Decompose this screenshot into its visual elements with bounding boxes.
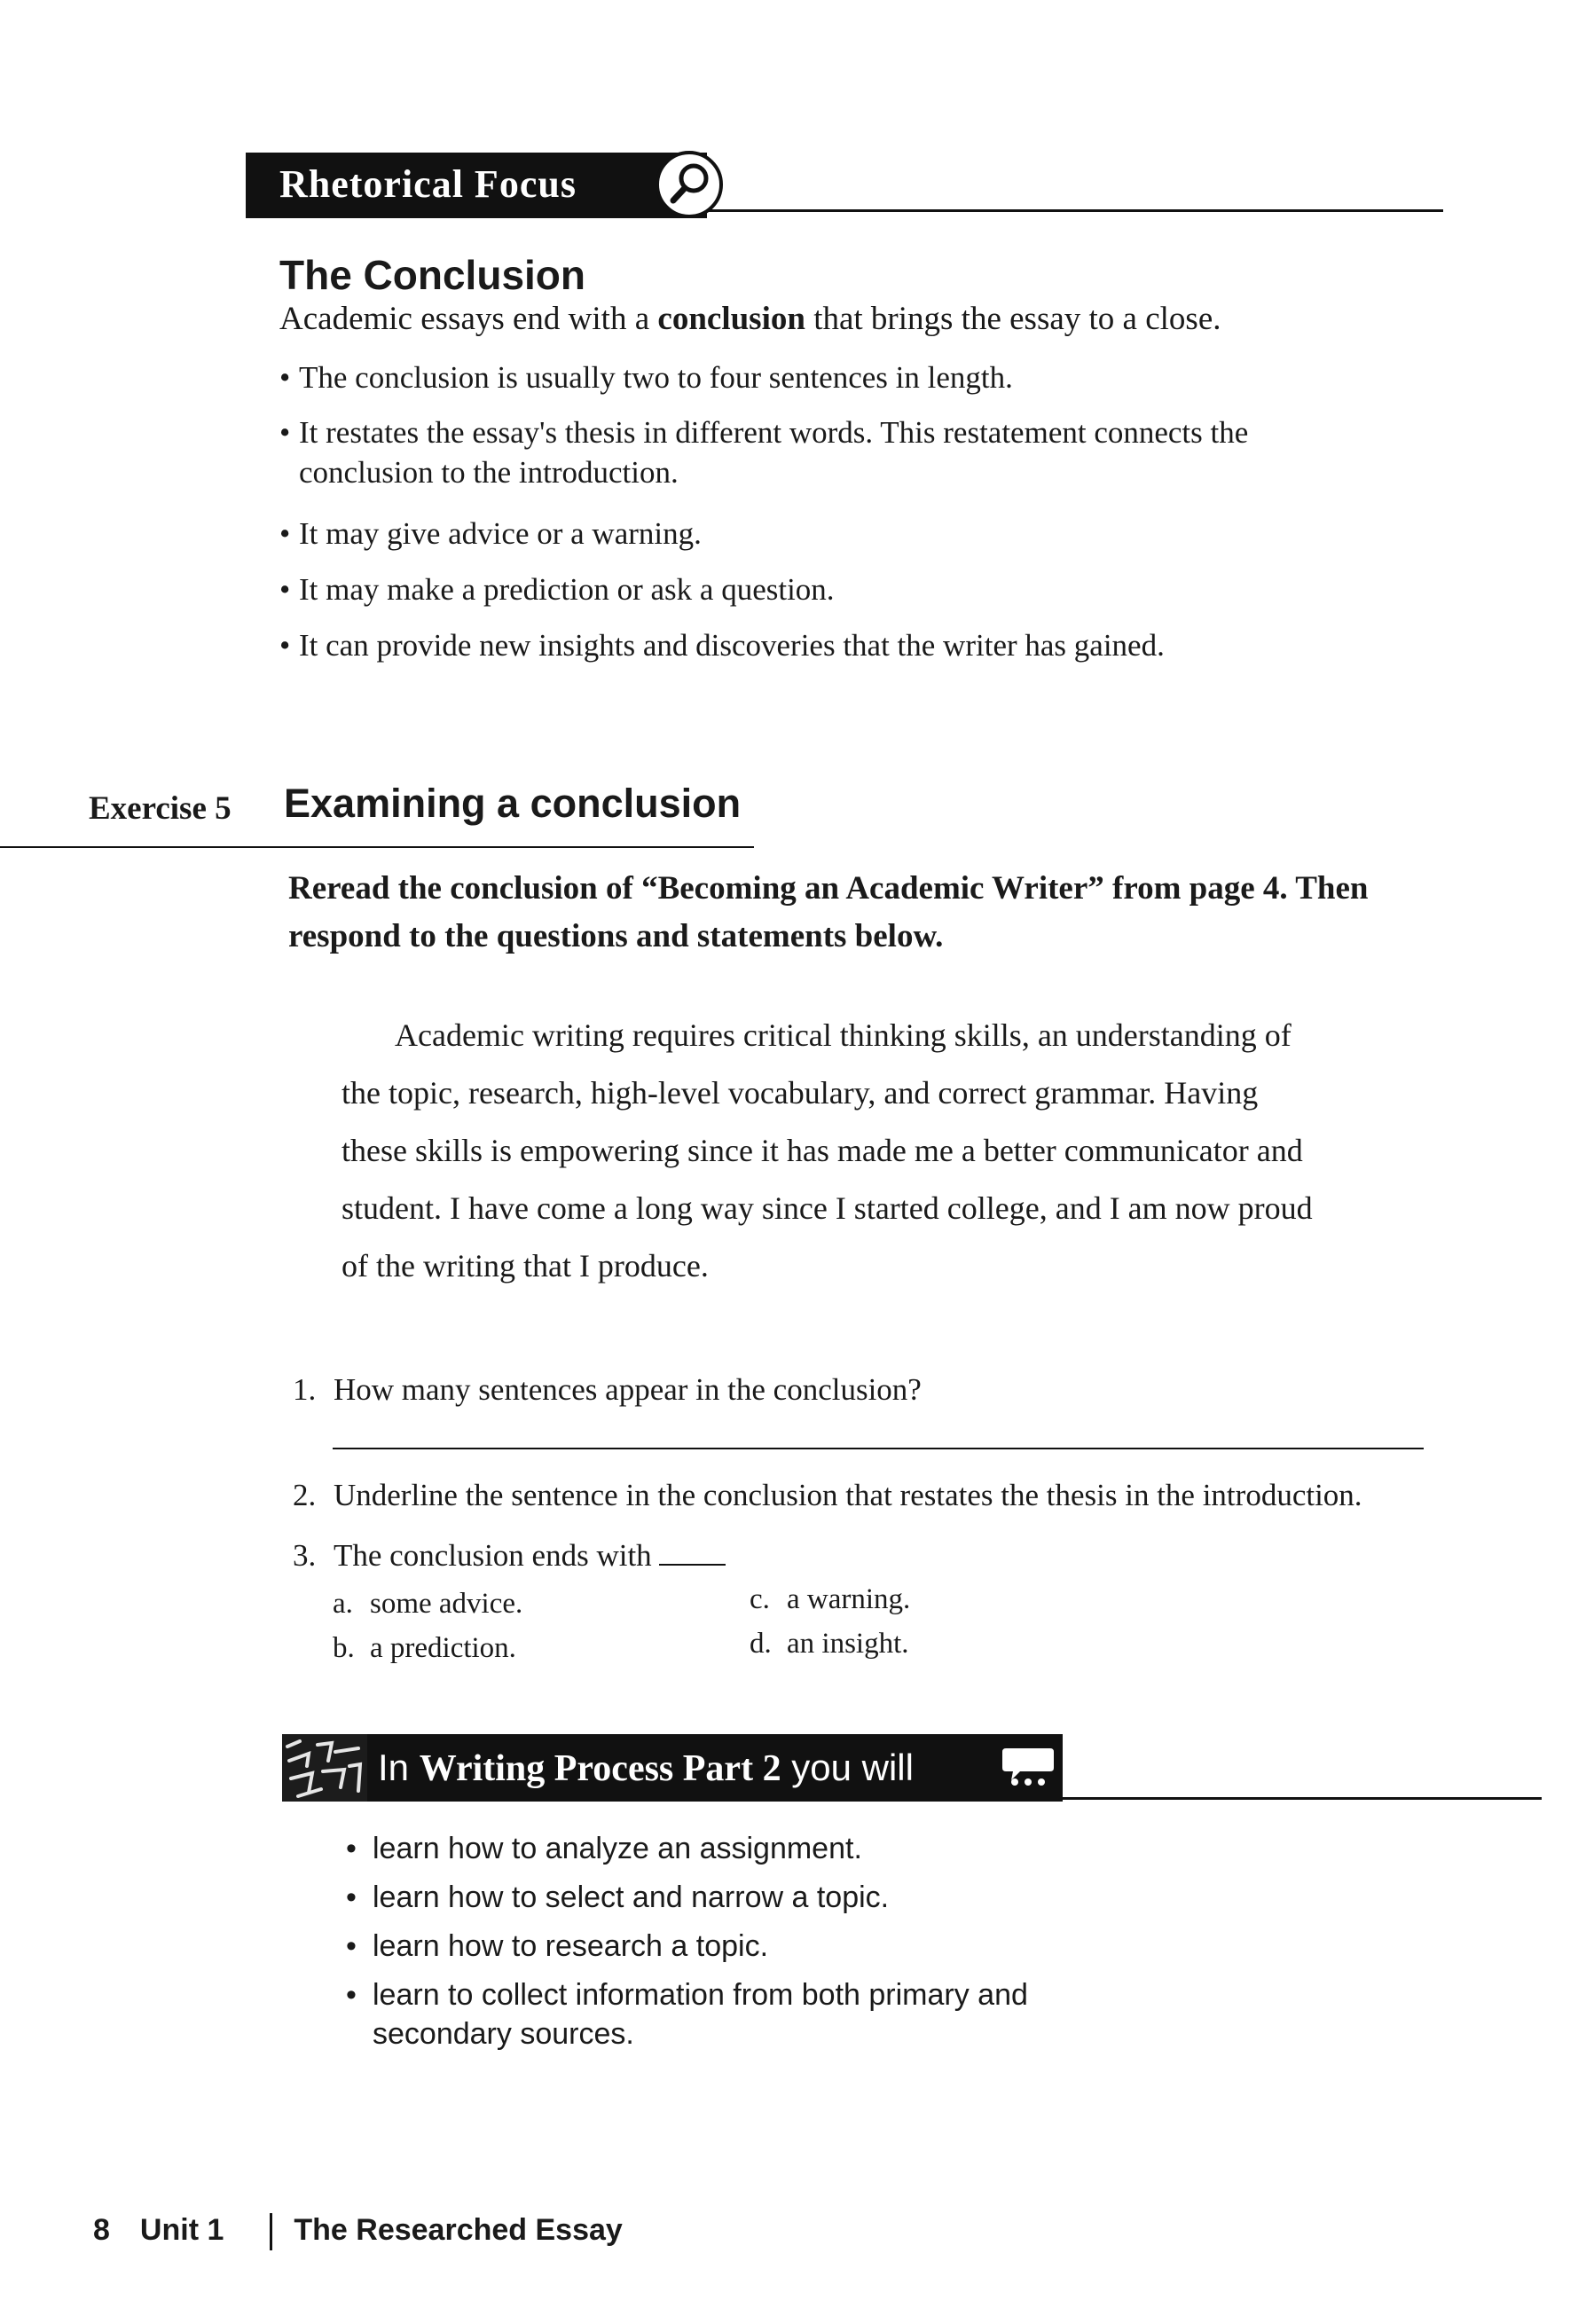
list-item: • The conclusion is usually two to four sentences in length.: [279, 360, 1013, 395]
list-item: • It can provide new insights and discoveries that the writer has gained.: [279, 628, 1165, 663]
exercise-label: Exercise 5: [89, 790, 232, 827]
writing-process-heading: In Writing Process Part 2 you will: [378, 1747, 914, 1789]
writing-process-banner: [282, 1734, 1063, 1802]
footer-divider: [270, 2213, 272, 2250]
conclusion-passage: Academic writing requires critical thinking skills, an understanding of the topic, research, high-level vocabulary, and correct grammar. Having these skills is empowering since it has made me a better communicator and student. I have come a long way since I started college, and I am now proud of the writing that I produce.: [342, 1017, 1313, 1284]
unit-label: Unit 1: [139, 2213, 224, 2247]
exercise-instructions: Reread the conclusion of “Becoming an Academic Writer” from page 4. Then respond to the questions and statements below.: [288, 870, 1369, 954]
rhetorical-focus-banner: [246, 153, 707, 218]
answer-line[interactable]: [333, 1448, 1424, 1449]
writing-process-rule: [1063, 1797, 1542, 1800]
question-3: 3. The conclusion ends with: [293, 1538, 726, 1574]
list-item: • learn how to select and narrow a topic.: [346, 1880, 890, 1914]
book-title: The Researched Essay: [294, 2213, 623, 2247]
list-item: • It restates the essay's thesis in different words. This restatement connects the conclusion to the introduction.: [279, 415, 1249, 490]
section-intro: [279, 300, 1221, 338]
section-title: The Conclusion: [279, 252, 585, 298]
option-d[interactable]: d. an insight.: [750, 1628, 909, 1660]
question-2: 2. Underline the sentence in the conclusion that restates the thesis in the introduction.: [293, 1478, 1362, 1512]
intro-text: Academic essays end with a: [279, 301, 658, 337]
intro-keyword: conclusion: [657, 301, 805, 337]
list-item: • learn how to analyze an assignment.: [346, 1832, 862, 1865]
list-item: • It may make a prediction or ask a question.: [279, 572, 835, 607]
option-a[interactable]: a. some advice.: [333, 1588, 523, 1620]
list-item: • It may give advice or a warning.: [279, 516, 702, 551]
list-item: • learn how to research a topic.: [346, 1929, 769, 1963]
list-item: • learn to collect information from both primary and secondary sources.: [346, 1978, 1028, 2052]
page-footer: [93, 2213, 623, 2250]
writing-process-logo: [282, 1734, 367, 1802]
exercise-rule: [0, 846, 754, 848]
intro-text-end: that brings the essay to a close.: [805, 301, 1221, 337]
answer-blank[interactable]: [659, 1539, 726, 1566]
rhetorical-focus-label: Rhetorical Focus: [279, 162, 577, 206]
question-1: 1. How many sentences appear in the conclusion?: [293, 1372, 922, 1407]
option-c[interactable]: c. a warning.: [750, 1583, 911, 1615]
exercise-title: Examining a conclusion: [284, 781, 742, 826]
speech-bubble-icon: [1001, 1743, 1056, 1789]
option-b[interactable]: b. a prediction.: [333, 1632, 516, 1664]
page-number: 8: [93, 2213, 110, 2247]
rhetorical-focus-rule: [707, 209, 1443, 212]
